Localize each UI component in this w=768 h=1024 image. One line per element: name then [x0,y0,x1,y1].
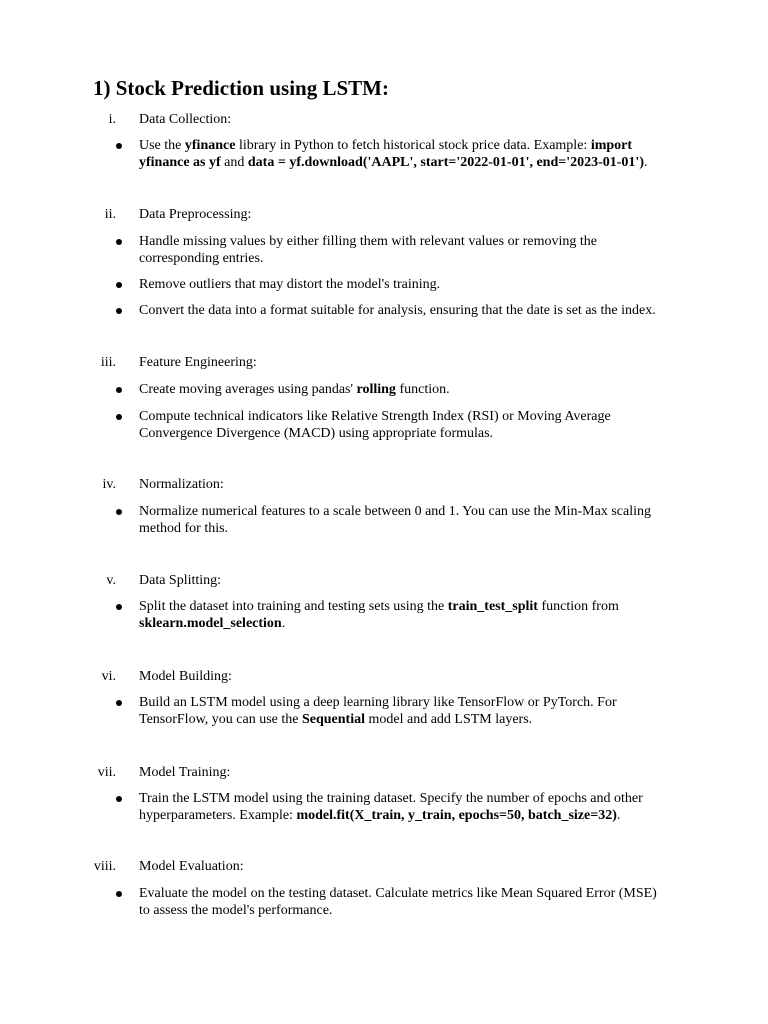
text-run: function. [395,382,450,397]
text-run: Train the LSTM model using the training dataset. Specify the number of epochs and other hyperparameters. Example: [139,791,643,823]
text-run: function from [537,599,619,614]
bullet-marker-icon [116,604,122,610]
bold-text: yfinance [184,138,236,153]
bullet-item [139,302,669,319]
bullet-marker-icon [116,143,122,149]
text-run: Split the dataset into training and testing sets using the [139,599,448,614]
section-numeral: viii. [93,859,116,874]
bullet-item [139,408,669,442]
text-run: Convert the data into a format suitable for analysis, ensuring that the date is set as the index. [139,303,656,318]
page-title: 1) Stock Prediction using LSTM: [93,76,389,100]
bullet-item [139,503,669,537]
text-run: Compute technical indicators like Relative Strength Index (RSI) or Moving Average Convergence Divergence (MACD) using appropriate formulas. [139,409,611,441]
bullet-item [139,598,669,632]
text-run: Handle missing values by either filling them with relevant values or removing the corresponding entries. [139,234,598,266]
bold-text: sklearn.model_selection [139,616,282,631]
bullet-marker-icon [116,509,122,515]
section-heading: Model Training: [139,765,231,780]
text-run: . [644,155,648,170]
bold-text: rolling [356,382,396,397]
section-numeral: vi. [101,669,116,684]
section-heading: Model Building: [139,669,232,684]
bullet-marker-icon [116,282,122,288]
bold-text: data = yf.download('AAPL', start='2022-01-01', end='2023-01-01') [247,155,644,170]
text-run: library in Python to fetch historical stock price data. Example: [235,138,591,153]
bullet-marker-icon [116,414,122,420]
text-run: . [281,616,286,631]
bold-text: model.fit(X_train, y_train, epochs=50, batch_size=32) [296,808,617,823]
text-run: Create moving averages using pandas' [139,382,357,397]
section-numeral: ii. [104,207,116,222]
section-numeral: iii. [100,355,116,370]
bullet-marker-icon [116,796,122,802]
section-heading: Normalization: [139,477,224,492]
bullet-item [139,790,669,824]
text-run: Normalize numerical features to a scale between 0 and 1. You can use the Min-Max scaling method for this. [139,504,651,536]
section-numeral: v. [106,573,116,588]
bullet-item [139,381,669,398]
bold-text: import yfinance as yf [139,138,633,170]
text-run: and [220,155,248,170]
text-run: . [616,808,621,823]
section-heading: Data Preprocessing: [139,207,252,222]
bullet-marker-icon [116,308,122,314]
bold-text: train_test_split [447,599,538,614]
bullet-item [139,276,669,293]
bullet-marker-icon [116,387,122,393]
bullet-marker-icon [116,891,122,897]
bullet-item [139,694,669,728]
section-numeral: vii. [97,765,116,780]
section-heading: Feature Engineering: [139,355,257,370]
text-run: model and add LSTM layers. [364,712,533,727]
section-heading: Data Collection: [139,112,232,127]
bullet-item [139,137,669,171]
section-heading: Data Splitting: [139,573,222,588]
section-numeral: iv. [102,477,116,492]
bullet-item [139,233,669,267]
text-run: Build an LSTM model using a deep learning library like TensorFlow or PyTorch. For TensorFlow, you can use the [139,695,617,727]
bullet-item [139,885,669,919]
text-run: Remove outliers that may distort the model's training. [139,277,441,292]
bullet-marker-icon [116,239,122,245]
bullet-marker-icon [116,700,122,706]
text-run: Use the [139,138,185,153]
text-run: Evaluate the model on the testing dataset. Calculate metrics like Mean Squared Error (MSE) to assess the model's performance. [139,886,657,918]
bold-text: Sequential [301,712,365,727]
section-heading: Model Evaluation: [139,859,244,874]
section-numeral: i. [108,112,116,127]
